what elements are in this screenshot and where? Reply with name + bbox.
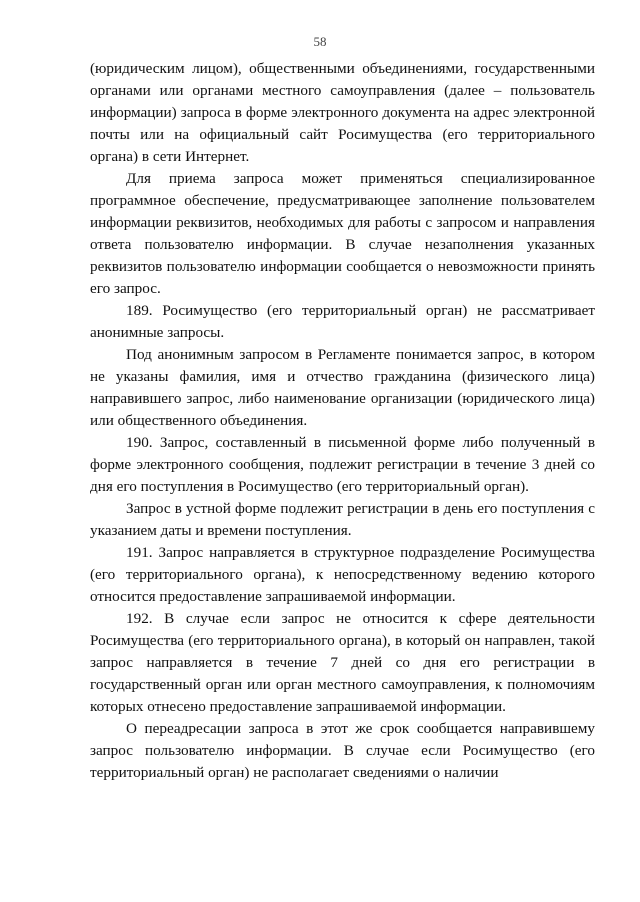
- page-number: 58: [313, 34, 327, 49]
- paragraph-191: 191. Запрос направляется в структурное подразделение Росимущества (его территориального органа), к непосредственному ведению которого относится предоставление запрашиваемой информации.: [90, 544, 595, 605]
- paragraph-190: 190. Запрос, составленный в письменной форме либо полученный в форме электронного сообщения, подлежит регистрации в течение 3 дней со дня его поступления в Росимущество (его территориальный орган).: [90, 434, 595, 495]
- paragraph-oral-request: Запрос в устной форме подлежит регистрации в день его поступления с указанием даты и времени поступления.: [90, 500, 595, 539]
- paragraph-189: 189. Росимущество (его территориальный орган) не рассматривает анонимные запросы.: [90, 302, 595, 341]
- paragraph-software: Для приема запроса может применяться специализированное программное обеспечение, предусматривающее заполнение пользователем информации реквизитов, необходимых для работы с запросом и направления ответа пользователю информации. В случае незаполнения указанных реквизитов пользователю информации сообщается о невозможности принять его запрос.: [90, 170, 595, 297]
- document-body: [90, 58, 595, 784]
- paragraph-192: 192. В случае если запрос не относится к сфере деятельности Росимущества (его территориального органа), в который он направлен, такой запрос направляется в течение 7 дней со дня его регистрации в государственный орган или орган местного самоуправления, к полномочиям которых отнесено предоставление запрашиваемой информации.: [90, 610, 595, 715]
- paragraph-anonymous-definition: Под анонимным запросом в Регламенте понимается запрос, в котором не указаны фамилия, имя и отчество гражданина (физического лица) направившего запрос, либо наименование организации (юридического лица) или общественного объединения.: [90, 346, 595, 429]
- paragraph-continuation: (юридическим лицом), общественными объединениями, государственными органами или органами местного самоуправления (далее – пользователь информации) запроса в форме электронного документа на адрес электронной почты или на официальный сайт Росимущества (его территориального органа) в сети Интернет.: [90, 60, 595, 165]
- paragraph-readdress: О переадресации запроса в этот же срок сообщается направившему запрос пользователю информации. В случае если Росимущество (его территориальный орган) не располагает сведениями о наличии: [90, 720, 595, 781]
